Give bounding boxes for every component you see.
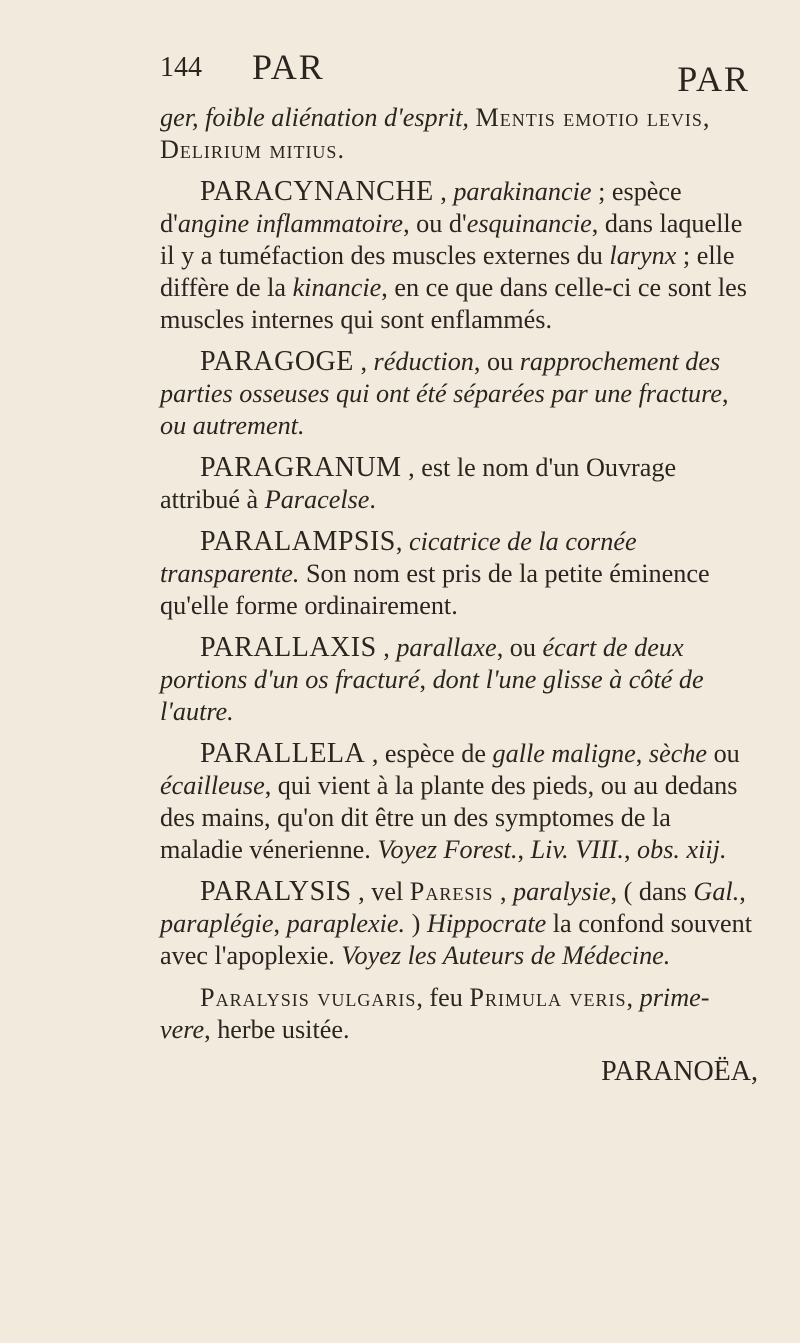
entry-text: , est le nom d'un Ouvrage attribué à xyxy=(160,453,677,514)
entry-italic: rapprochement des parties osseuses qui ont été séparées par une fracture xyxy=(160,347,722,408)
entry-text: , xyxy=(739,877,746,906)
page-number: 144 xyxy=(160,52,202,83)
entry-text: ; elle diffère de la xyxy=(160,241,735,302)
latin-term: Paresis xyxy=(409,877,494,906)
entry-text: , xyxy=(623,835,638,864)
entry-italic: larynx xyxy=(609,241,677,270)
entry-italic: galle maligne xyxy=(492,739,636,768)
entry-text: , espèce de xyxy=(365,739,493,768)
entry-text: , xyxy=(419,665,433,694)
cross-reference: Voyez les Auteurs de Médecine. xyxy=(341,941,671,970)
entry-text: , xyxy=(635,739,649,768)
entry-parallaxis xyxy=(160,632,760,728)
entry-italic: paraplexie. xyxy=(286,909,406,938)
entry-italic: parallaxe xyxy=(396,633,497,662)
entry-italic: angine inflammatoire xyxy=(177,209,404,238)
entry-text: , xyxy=(721,379,729,408)
entry-italic: ou autrement. xyxy=(160,411,305,440)
entry-text: , dans laquelle il y a tuméfaction des muscles externes du xyxy=(160,209,743,270)
entry-text: , xyxy=(376,633,397,662)
headword: PARALYSIS xyxy=(200,876,352,907)
entry-text: , xyxy=(273,909,287,938)
entry-text: , xyxy=(626,983,640,1012)
headword: PARACYNANCHE xyxy=(200,176,434,207)
entry-text: ou xyxy=(707,739,740,768)
catchword: PARANOËA, xyxy=(601,1056,758,1087)
entry-italic: kinancie xyxy=(292,273,382,302)
entry-text: , vel xyxy=(351,877,410,906)
entry-text: , qui vient à la plante des pieds, ou au dedans des mains, qu'on dit être un des symptomes de la maladie vénerienne. xyxy=(160,771,738,864)
cross-reference: obs. xiij. xyxy=(637,835,727,864)
headword: PARALLELA xyxy=(200,738,366,769)
entry-italic: réduction xyxy=(373,347,474,376)
entry-text: , xyxy=(353,347,374,376)
entry-text: , xyxy=(433,177,454,206)
entry-text: , en ce que dans celle-ci ce sont les muscles internes qui sont enflammés. xyxy=(160,273,747,334)
headword: PARALAMPSIS xyxy=(200,526,396,557)
headword: PARALLAXIS xyxy=(200,632,377,663)
page-text xyxy=(160,102,760,1088)
entry-italic: Paracelse xyxy=(264,485,370,514)
latin-term: Primula veris xyxy=(469,983,627,1012)
entry-text: , ou d' xyxy=(403,209,467,238)
continuation-fragment: ger xyxy=(160,103,193,132)
entry-text: ; espèce d' xyxy=(160,177,682,238)
entry-text: , xyxy=(517,835,531,864)
entry-italic: sèche xyxy=(648,739,708,768)
entry-italic: cicatrice de la cornée transparente. xyxy=(160,527,637,588)
running-head-left: PAR xyxy=(252,47,325,87)
latin-term: Delirium mitius xyxy=(160,135,338,164)
entry-italic: Hippocrate xyxy=(426,909,547,938)
entry-paralampsis xyxy=(160,526,760,622)
entry-paragoge xyxy=(160,346,760,442)
entry-italic: écart de deux portions d'un os fracturé xyxy=(160,633,684,694)
entry-italic: écailleuse xyxy=(160,771,265,800)
latin-term: Mentis emotio levis xyxy=(475,103,703,132)
headword: PARAGRANUM xyxy=(200,452,402,483)
entry-italic: prime-vere xyxy=(160,983,710,1044)
entry-paragranum xyxy=(160,452,760,516)
entry-text: , xyxy=(493,877,514,906)
headword: PARAGOGE xyxy=(200,346,354,377)
entry-text: , ou xyxy=(473,347,520,376)
entry-italic: dont l'une glisse à côté de l'autre. xyxy=(160,665,704,726)
separator: , xyxy=(702,103,710,132)
entry-text: . xyxy=(369,485,376,514)
entry-parallela xyxy=(160,738,760,866)
separator: . xyxy=(337,135,344,164)
entry-italic: parakinancie xyxy=(453,177,592,206)
entry-italic: Gal. xyxy=(693,877,740,906)
entry-continuation xyxy=(160,102,760,166)
entry-paralysis xyxy=(160,876,760,972)
entry-text: , herbe usitée. xyxy=(204,1015,350,1044)
entry-text: Son nom est pris de la petite éminence qu'elle forme ordinairement. xyxy=(160,559,710,620)
entry-paralysis-vulgaris xyxy=(160,982,760,1046)
separator: , xyxy=(192,103,199,132)
entry-italic: paraplégie xyxy=(160,909,274,938)
cross-reference: Voyez Forest. xyxy=(377,835,518,864)
running-head-right: PAR xyxy=(677,59,750,99)
entry-text: la confond souvent avec l'apoplexie. xyxy=(160,909,753,970)
separator: , xyxy=(462,103,476,132)
headword: Paralysis vulgaris xyxy=(200,983,417,1012)
entry-italic: esquinancie xyxy=(466,209,592,238)
cross-reference: Liv. VIII. xyxy=(530,835,624,864)
entry-text: ) xyxy=(405,909,427,938)
entry-italic: paralysie xyxy=(513,877,611,906)
entry-text: , ou xyxy=(496,633,543,662)
page-header xyxy=(160,46,760,102)
entry-text: , feu xyxy=(416,983,470,1012)
definition-italic: foible aliénation d'esprit xyxy=(205,103,463,132)
entry-text: , xyxy=(395,527,409,556)
entry-paracynanche xyxy=(160,176,760,336)
entry-text: , ( dans xyxy=(610,877,694,906)
